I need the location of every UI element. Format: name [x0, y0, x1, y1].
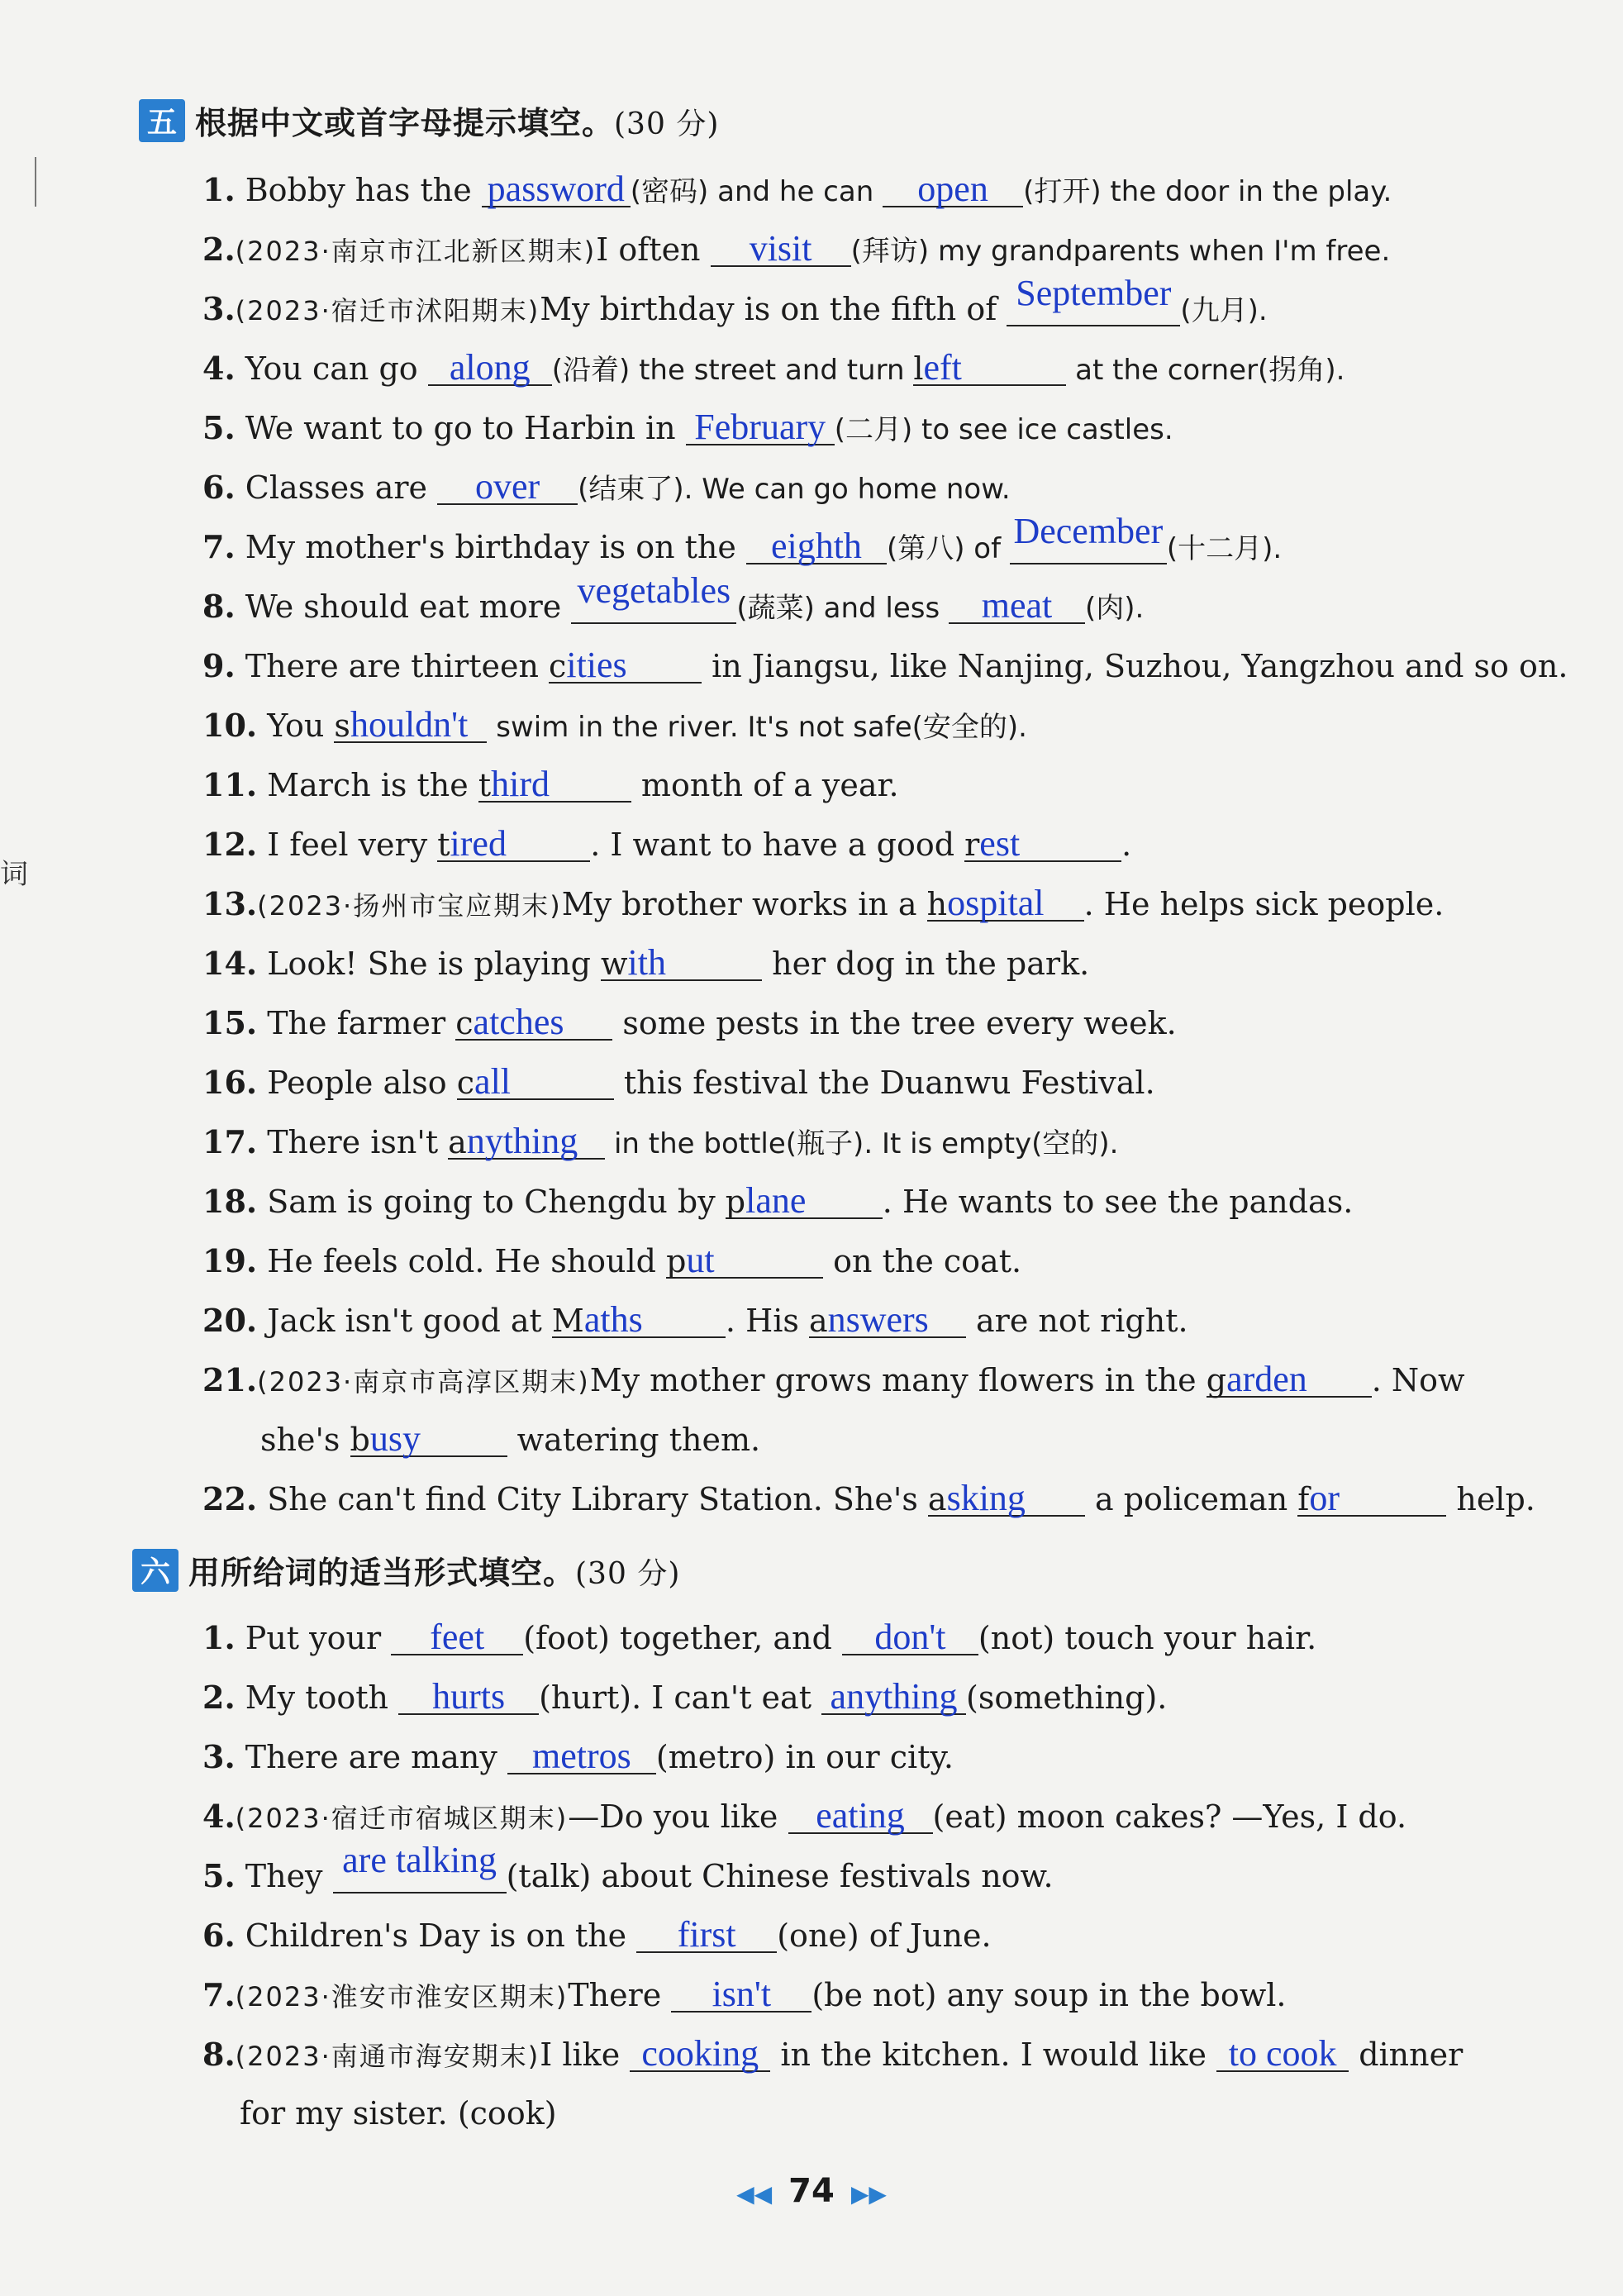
item-text: (二月) to see ice castles. [834, 413, 1173, 446]
item-text: My brother works in a [561, 886, 927, 922]
page-number: 74 [788, 2172, 835, 2210]
item-text: (打开) the door in the play. [1023, 175, 1392, 208]
item-text: (结束了). We can go home now. [578, 473, 1011, 506]
s5-item-11 [202, 765, 1573, 805]
answer-blank[interactable] [809, 1300, 966, 1338]
answer-blank[interactable] [482, 169, 631, 207]
item-number: 13. [202, 885, 258, 922]
answer-blank[interactable] [457, 1062, 614, 1100]
prev-page-icon[interactable]: ◀◀ [736, 2180, 773, 2208]
answer-text: hird [491, 764, 550, 804]
answer-text: open [917, 169, 988, 209]
answer-text: feet [430, 1617, 485, 1657]
item-text: (be not) any soup in the bowl. [812, 1977, 1287, 2013]
answer-text: password [487, 169, 625, 209]
item-text: swim in the river. It's not safe(安全的). [487, 711, 1027, 744]
answer-text: or [1309, 1478, 1340, 1518]
item-text: . He wants to see the pandas. [882, 1184, 1354, 1220]
item-text: . He helps sick people. [1083, 886, 1445, 922]
s6-item-4 [202, 1796, 1573, 1838]
item-text: month of a year. [631, 767, 899, 803]
s5-item-22 [202, 1479, 1573, 1519]
answer-text: anything [830, 1676, 958, 1717]
item-text: There are many [235, 1739, 507, 1775]
hint-letter: a [927, 1481, 947, 1517]
item-text: (拜访) my grandparents when I'm free. [850, 235, 1391, 268]
answer-blank[interactable] [686, 407, 835, 445]
s6-item-8-cont [240, 2094, 1573, 2133]
answer-text: lane [745, 1180, 807, 1221]
hint-letter: w [601, 946, 628, 982]
item-source: (2023·宿迁市宿城区期末) [235, 1803, 569, 1834]
answer-text: all [474, 1061, 512, 1102]
item-text: she's [260, 1422, 350, 1458]
hint-letter: M [551, 1303, 584, 1339]
answer-blank[interactable] [549, 645, 702, 684]
item-number: 8. [202, 2036, 236, 2073]
answer-blank[interactable] [428, 348, 552, 386]
item-source: (2023·宿迁市沭阳期末) [235, 295, 540, 326]
item-number: 8. [202, 588, 236, 625]
section-6-score: (30 分) [575, 1557, 681, 1591]
answer-text: eating [816, 1795, 905, 1836]
hint-letter: r [964, 826, 980, 863]
section-6-header [132, 1547, 680, 1593]
item-number: 4. [202, 350, 236, 387]
item-text: She can't find City Library Station. She's [257, 1481, 928, 1517]
answer-blank[interactable] [391, 1617, 523, 1655]
item-text: My tooth [235, 1679, 399, 1716]
section-5-badge: 五 [139, 99, 185, 142]
item-number: 7. [202, 1976, 236, 2013]
next-page-icon[interactable]: ▶▶ [850, 2180, 887, 2208]
answer-blank[interactable] [726, 1181, 883, 1219]
item-text: in the bottle(瓶子). It is empty(空的). [605, 1127, 1119, 1160]
item-text: (沿着) the street and turn [551, 354, 914, 387]
item-number: 10. [202, 707, 258, 744]
answer-blank[interactable] [913, 348, 1066, 386]
item-number: 4. [202, 1798, 236, 1835]
s5-item-20 [202, 1300, 1573, 1341]
item-number: 16. [202, 1064, 258, 1101]
item-number: 3. [202, 290, 236, 327]
answer-text: eighth [770, 526, 862, 566]
s5-item-7 [202, 511, 1573, 569]
item-text: (肉). [1085, 592, 1145, 625]
answer-text: aths [583, 1299, 643, 1340]
item-number: 15. [202, 1004, 258, 1041]
item-text: (metro) in our city. [655, 1739, 954, 1775]
item-text: I feel very [257, 826, 438, 863]
s6-item-6 [202, 1915, 1573, 1955]
item-number: 9. [202, 647, 236, 684]
s5-item-4 [202, 348, 1573, 390]
s5-item-2 [202, 229, 1573, 271]
answer-text: don't [874, 1617, 946, 1657]
item-source: (2023·南京市江北新区期末) [235, 236, 597, 267]
s5-item-6 [202, 467, 1573, 509]
hint-letter: b [350, 1422, 370, 1458]
answer-blank[interactable] [398, 1677, 539, 1715]
item-source: (2023·南京市高淳区期末) [257, 1366, 590, 1398]
item-number: 20. [202, 1302, 258, 1339]
answer-blank[interactable] [671, 1974, 812, 2013]
item-number: 1. [202, 171, 236, 208]
answer-text: usy [369, 1418, 421, 1459]
hint-letter: p [725, 1184, 746, 1220]
item-number: 19. [202, 1242, 258, 1279]
s5-item-3 [202, 273, 1573, 331]
item-number: 18. [202, 1183, 258, 1220]
answer-blank[interactable] [334, 705, 487, 743]
hint-letter: c [455, 1005, 474, 1041]
item-number: 5. [202, 409, 236, 446]
item-text: Bobby has the [235, 172, 482, 208]
section-5-title-text: 根据中文或首字母提示填空。 [195, 105, 615, 141]
section-6-title [188, 1547, 680, 1593]
s5-item-9 [202, 645, 1573, 686]
answer-blank[interactable] [927, 884, 1084, 922]
answer-text: ospital [947, 883, 1045, 923]
s5-item-10 [202, 705, 1573, 747]
item-text: —Do you like [568, 1798, 788, 1835]
answer-text: over [475, 466, 540, 507]
s5-item-15 [202, 1003, 1573, 1043]
hint-letter: a [448, 1124, 467, 1160]
item-text: You can go [235, 350, 428, 387]
answer-blank[interactable] [507, 1736, 656, 1774]
item-number: 5. [202, 1857, 236, 1894]
item-text: Jack isn't good at [257, 1303, 552, 1339]
answer-text: vegetables [577, 570, 731, 611]
item-text: . [1121, 826, 1132, 863]
answer-text: ities [566, 645, 627, 685]
s5-item-18 [202, 1181, 1573, 1222]
answer-text: atches [473, 1002, 564, 1042]
hint-letter: g [1206, 1362, 1227, 1398]
item-number: 2. [202, 231, 236, 268]
answer-blank[interactable] [437, 824, 590, 862]
hint-letter: a [808, 1303, 828, 1339]
hint-letter: h [926, 886, 948, 922]
s5-item-21-cont [260, 1419, 1573, 1460]
answer-text: along [449, 347, 531, 388]
answer-blank[interactable] [601, 943, 762, 981]
answer-text: nything [466, 1121, 578, 1161]
s5-item-13 [202, 884, 1573, 926]
item-number: 6. [202, 469, 236, 506]
answer-blank[interactable] [821, 1677, 966, 1715]
s5-item-12 [202, 824, 1573, 865]
item-text: The farmer [257, 1005, 456, 1041]
item-text: (eat) moon cakes? —Yes, I do. [932, 1798, 1407, 1835]
section-6-badge: 六 [132, 1549, 178, 1592]
item-text: (something). [966, 1679, 1168, 1716]
answer-text: metros [532, 1736, 631, 1776]
answer-blank[interactable] [1007, 273, 1180, 326]
item-text: My mother's birthday is on the [235, 529, 746, 565]
hint-letter: t [478, 767, 492, 803]
answer-text: February [694, 407, 826, 447]
margin-char: 词 [0, 858, 28, 891]
answer-text: ut [686, 1240, 715, 1280]
item-text: Children's Day is on the [235, 1917, 637, 1954]
answer-blank[interactable] [842, 1617, 978, 1655]
item-text: (第八) of [886, 532, 1010, 565]
item-text: (talk) about Chinese festivals now. [506, 1858, 1054, 1894]
item-text: on the coat. [823, 1243, 1022, 1279]
item-number: 17. [202, 1123, 258, 1160]
answer-text: sking [946, 1478, 1026, 1518]
item-text: help. [1446, 1481, 1535, 1517]
answer-blank[interactable] [949, 586, 1085, 624]
item-number: 21. [202, 1361, 258, 1398]
answer-text: December [1013, 511, 1164, 551]
answer-blank[interactable] [746, 526, 887, 564]
item-text: They [235, 1858, 333, 1894]
answer-blank[interactable] [448, 1122, 605, 1160]
answer-blank[interactable] [1207, 1360, 1372, 1398]
item-text: this festival the Duanwu Festival. [613, 1065, 1155, 1101]
answer-blank[interactable] [455, 1003, 612, 1041]
item-text: her dog in the park. [762, 946, 1090, 982]
item-text: (one) of June. [777, 1917, 992, 1954]
item-text: He feels cold. He should [257, 1243, 667, 1279]
page-footer [0, 2172, 1623, 2210]
answer-text: houldn't [350, 704, 469, 745]
item-text: (九月). [1180, 294, 1268, 327]
answer-text: September [1016, 273, 1172, 313]
answer-blank[interactable] [928, 1479, 1085, 1517]
answer-text: ith [627, 942, 666, 983]
item-text: watering them. [507, 1422, 761, 1458]
answer-blank[interactable] [571, 570, 736, 624]
answer-blank[interactable] [350, 1419, 507, 1457]
answer-blank[interactable] [1216, 2034, 1349, 2072]
s6-item-1 [202, 1617, 1573, 1658]
answer-blank[interactable] [1297, 1479, 1446, 1517]
answer-blank[interactable] [711, 229, 851, 267]
item-text: . His [725, 1303, 809, 1339]
section-5-score: (30 分) [614, 107, 720, 141]
answer-blank[interactable] [666, 1241, 823, 1279]
item-source: (2023·淮安市淮安区期末) [235, 1981, 569, 2013]
answer-blank[interactable] [636, 1915, 777, 1953]
item-text: My birthday is on the fifth of [540, 291, 1007, 327]
hint-letter: s [334, 707, 350, 744]
answer-blank[interactable] [630, 2034, 770, 2072]
item-text: Sam is going to Chengdu by [257, 1184, 726, 1220]
item-text: (蔬菜) and less [736, 592, 950, 625]
item-number: 11. [202, 766, 258, 803]
item-text: in Jiangsu, like Nanjing, Suzhou, Yangzhou and so on. [702, 648, 1568, 684]
hint-letter: l [913, 350, 924, 387]
answer-text: isn't [712, 1974, 772, 2014]
item-number: 7. [202, 528, 236, 565]
answer-text: est [979, 823, 1021, 864]
item-text: I like [540, 2036, 631, 2073]
answer-blank[interactable] [478, 765, 631, 803]
item-text: People also [257, 1065, 457, 1101]
s5-item-1 [202, 169, 1573, 212]
answer-text: arden [1226, 1359, 1307, 1399]
hint-letter: f [1297, 1481, 1310, 1517]
answer-text: cooking [641, 2033, 759, 2074]
s5-item-21 [202, 1360, 1573, 1402]
answer-blank[interactable] [883, 169, 1023, 207]
item-source: (2023·南通市海安期末) [235, 2041, 540, 2072]
hint-letter: p [666, 1243, 687, 1279]
s6-item-8 [202, 2034, 1573, 2076]
answer-text: eft [923, 347, 962, 388]
answer-blank[interactable] [788, 1796, 933, 1834]
answer-text: are talking [342, 1840, 497, 1880]
answer-blank[interactable] [552, 1300, 726, 1338]
hint-letter: c [549, 648, 567, 684]
item-text: for my sister. (cook) [240, 2095, 557, 2132]
item-text: There [568, 1977, 672, 2013]
s6-item-3 [202, 1736, 1573, 1777]
item-text: Put your [235, 1620, 392, 1656]
item-text: Classes are [235, 469, 438, 506]
item-number: 22. [202, 1480, 258, 1517]
section-6-title-text: 用所给词的适当形式填空。 [188, 1555, 576, 1591]
s5-item-5 [202, 407, 1573, 450]
answer-text: to cook [1228, 2033, 1337, 2074]
item-text: We want to go to Harbin in [235, 410, 686, 446]
item-source: (2023·扬州市宝应期末) [257, 890, 562, 922]
s6-item-5 [202, 1840, 1573, 1896]
item-text: I often [596, 231, 711, 268]
item-text: (十二月). [1166, 532, 1283, 565]
item-text: . I want to have a good [590, 826, 965, 863]
answer-text: nswers [827, 1299, 929, 1340]
item-text: are not right. [965, 1303, 1188, 1339]
item-number: 3. [202, 1738, 236, 1775]
item-text: There are thirteen [235, 648, 550, 684]
item-text: March is the [257, 767, 478, 803]
section-5-title [195, 98, 719, 143]
item-number: 12. [202, 826, 258, 863]
item-text: . Now [1371, 1362, 1465, 1398]
answer-text: ired [450, 823, 507, 864]
item-text: a policeman [1084, 1481, 1298, 1517]
item-number: 2. [202, 1679, 236, 1716]
margin-mark [35, 157, 41, 207]
answer-text: visit [749, 228, 812, 269]
item-text: at the corner(拐角). [1066, 354, 1345, 387]
item-text: We should eat more [235, 588, 572, 625]
s6-item-2 [202, 1677, 1573, 1717]
answer-blank[interactable] [333, 1840, 507, 1893]
item-text: My mother grows many flowers in the [589, 1362, 1207, 1398]
s5-item-16 [202, 1062, 1573, 1103]
item-number: 14. [202, 945, 258, 982]
s5-item-17 [202, 1122, 1573, 1164]
s5-item-8 [202, 570, 1573, 628]
item-text: some pests in the tree every week. [612, 1005, 1177, 1041]
item-text: (密码) and he can [630, 175, 883, 208]
item-text: Look! She is playing [257, 946, 602, 982]
section-5-header [139, 98, 719, 143]
hint-letter: t [437, 826, 450, 863]
item-text: dinner [1349, 2036, 1464, 2073]
s5-item-14 [202, 943, 1573, 984]
answer-blank[interactable] [437, 467, 578, 505]
item-text: in the kitchen. I would like [770, 2036, 1217, 2073]
hint-letter: c [456, 1065, 475, 1101]
item-number: 1. [202, 1619, 236, 1656]
item-text: (foot) together, and [523, 1620, 842, 1656]
answer-text: hurts [432, 1676, 506, 1717]
item-text: (not) touch your hair. [978, 1620, 1317, 1656]
item-number: 6. [202, 1917, 236, 1954]
item-text: There isn't [257, 1124, 449, 1160]
answer-blank[interactable] [964, 824, 1121, 862]
item-text: (hurt). I can't eat [539, 1679, 822, 1716]
answer-blank[interactable] [1010, 511, 1167, 564]
s5-item-19 [202, 1241, 1573, 1281]
answer-text: first [677, 1914, 736, 1955]
item-text: You [257, 707, 335, 744]
s6-item-7 [202, 1974, 1573, 2017]
answer-text: meat [981, 585, 1053, 626]
